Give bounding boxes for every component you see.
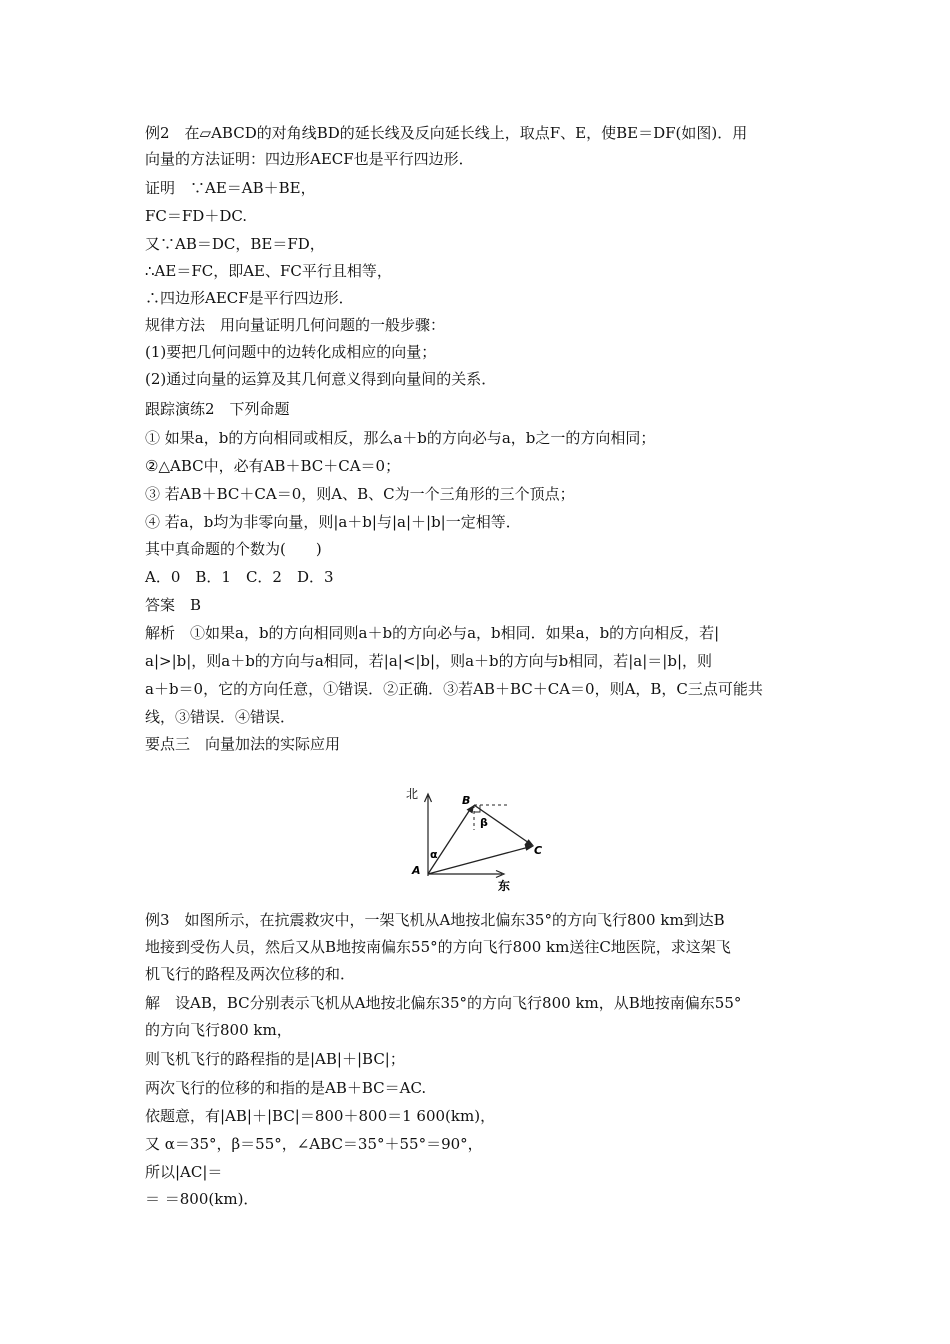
solution-line-1: 解 设AB，BC分别表示飞机从A地按北偏东35°的方向飞行800 km，从B地按南偏东55°	[145, 994, 742, 1012]
point-b-label: B	[462, 794, 471, 807]
alpha-label: α	[430, 848, 438, 861]
proposition-2: ②△ABC中，必有AB＋BC＋CA＝0；	[145, 457, 401, 475]
example3-line-1: 例3 如图所示，在抗震救灾中，一架飞机从A地按北偏东35°的方向飞行800 km到达B	[145, 911, 725, 929]
proof-line-3: 又∵AB＝DC，BE＝FD，	[145, 235, 325, 253]
point-c-label: C	[534, 844, 543, 857]
solution-line-7: 所以|AC|＝	[145, 1163, 223, 1181]
solution-line-8: ＝ ＝800(km)．	[145, 1190, 259, 1208]
method-step-1: (1)要把几何问题中的边转化成相应的向量；	[145, 343, 437, 361]
section3-heading: 要点三 向量加法的实际应用	[145, 735, 341, 753]
practice2-heading: 跟踪演练2 下列命题	[145, 400, 290, 418]
proof-line-2: FC＝FD＋DC.	[145, 207, 248, 225]
east-label: 东	[498, 879, 511, 893]
example3-line-3: 机飞行的路程及两次位移的和．	[145, 965, 356, 983]
analysis-line-1: 解析 ①如果a，b的方向相同则a＋b的方向必与a，b相同．如果a，b的方向相反，若|	[145, 624, 720, 642]
analysis-line-2: a|>|b|，则a＋b的方向与a相同，若|a|<|b|，则a＋b的方向与b相同，若|a|＝|b|，则	[145, 652, 712, 670]
solution-line-6: 又 α＝35°，β＝55°，∠ABC＝35°＋55°＝90°，	[145, 1135, 483, 1153]
solution-line-4: 两次飞行的位移的和指的是AB＋BC＝AC.	[145, 1079, 427, 1097]
proof-line-1: 证明 ∵AE＝AB＋BE，	[145, 179, 316, 197]
analysis-line-4: 线，③错误．④错误．	[145, 708, 296, 726]
answer-line: 答案 B	[145, 596, 202, 614]
solution-line-5: 依题意，有|AB|＋|BC|＝800＋800＝1 600(km)，	[145, 1107, 496, 1125]
proposition-3: ③ 若AB＋BC＋CA＝0，则A、B、C为一个三角形的三个顶点；	[145, 485, 575, 503]
choices-line: A．0 B．1 C．2 D．3	[145, 568, 334, 586]
example2-line-1: 例2 在▱ABCD的对角线BD的延长线及反向延长线上，取点F、E，使BE＝DF(如图)．用	[145, 124, 748, 142]
point-a-label: A	[412, 864, 421, 877]
proposition-1: ① 如果a，b的方向相同或相反，那么a＋b的方向必与a，b之一的方向相同；	[145, 429, 656, 447]
flight-diagram	[400, 784, 560, 896]
analysis-line-3: a＋b＝0，它的方向任意，①错误．②正确．③若AB＋BC＋CA＝0，则A，B，C三点可能共	[145, 680, 763, 698]
example3-line-2: 地接到受伤人员，然后又从B地按南偏东55°的方向飞行800 km送往C地医院，求这架飞	[145, 938, 731, 956]
solution-line-2: 的方向飞行800 km，	[145, 1021, 292, 1039]
north-label: 北	[406, 787, 419, 801]
proof-line-4: ∴AE＝FC，即AE、FC平行且相等，	[145, 262, 392, 280]
method-heading: 规律方法 用向量证明几何问题的一般步骤：	[145, 316, 446, 334]
proof-line-5: ∴四边形AECF是平行四边形．	[145, 289, 354, 307]
solution-line-3: 则飞机飞行的路程指的是|AB|＋|BC|；	[145, 1050, 405, 1068]
proposition-4: ④ 若a，b均为非零向量，则|a＋b|与|a|＋|b|一定相等．	[145, 513, 521, 531]
beta-label: β	[480, 816, 488, 829]
example2-line-2: 向量的方法证明：四边形AECF也是平行四边形．	[145, 150, 474, 168]
method-step-2: (2)通过向量的运算及其几何意义得到向量间的关系．	[145, 370, 497, 388]
question-line: 其中真命题的个数为( )	[145, 540, 322, 558]
